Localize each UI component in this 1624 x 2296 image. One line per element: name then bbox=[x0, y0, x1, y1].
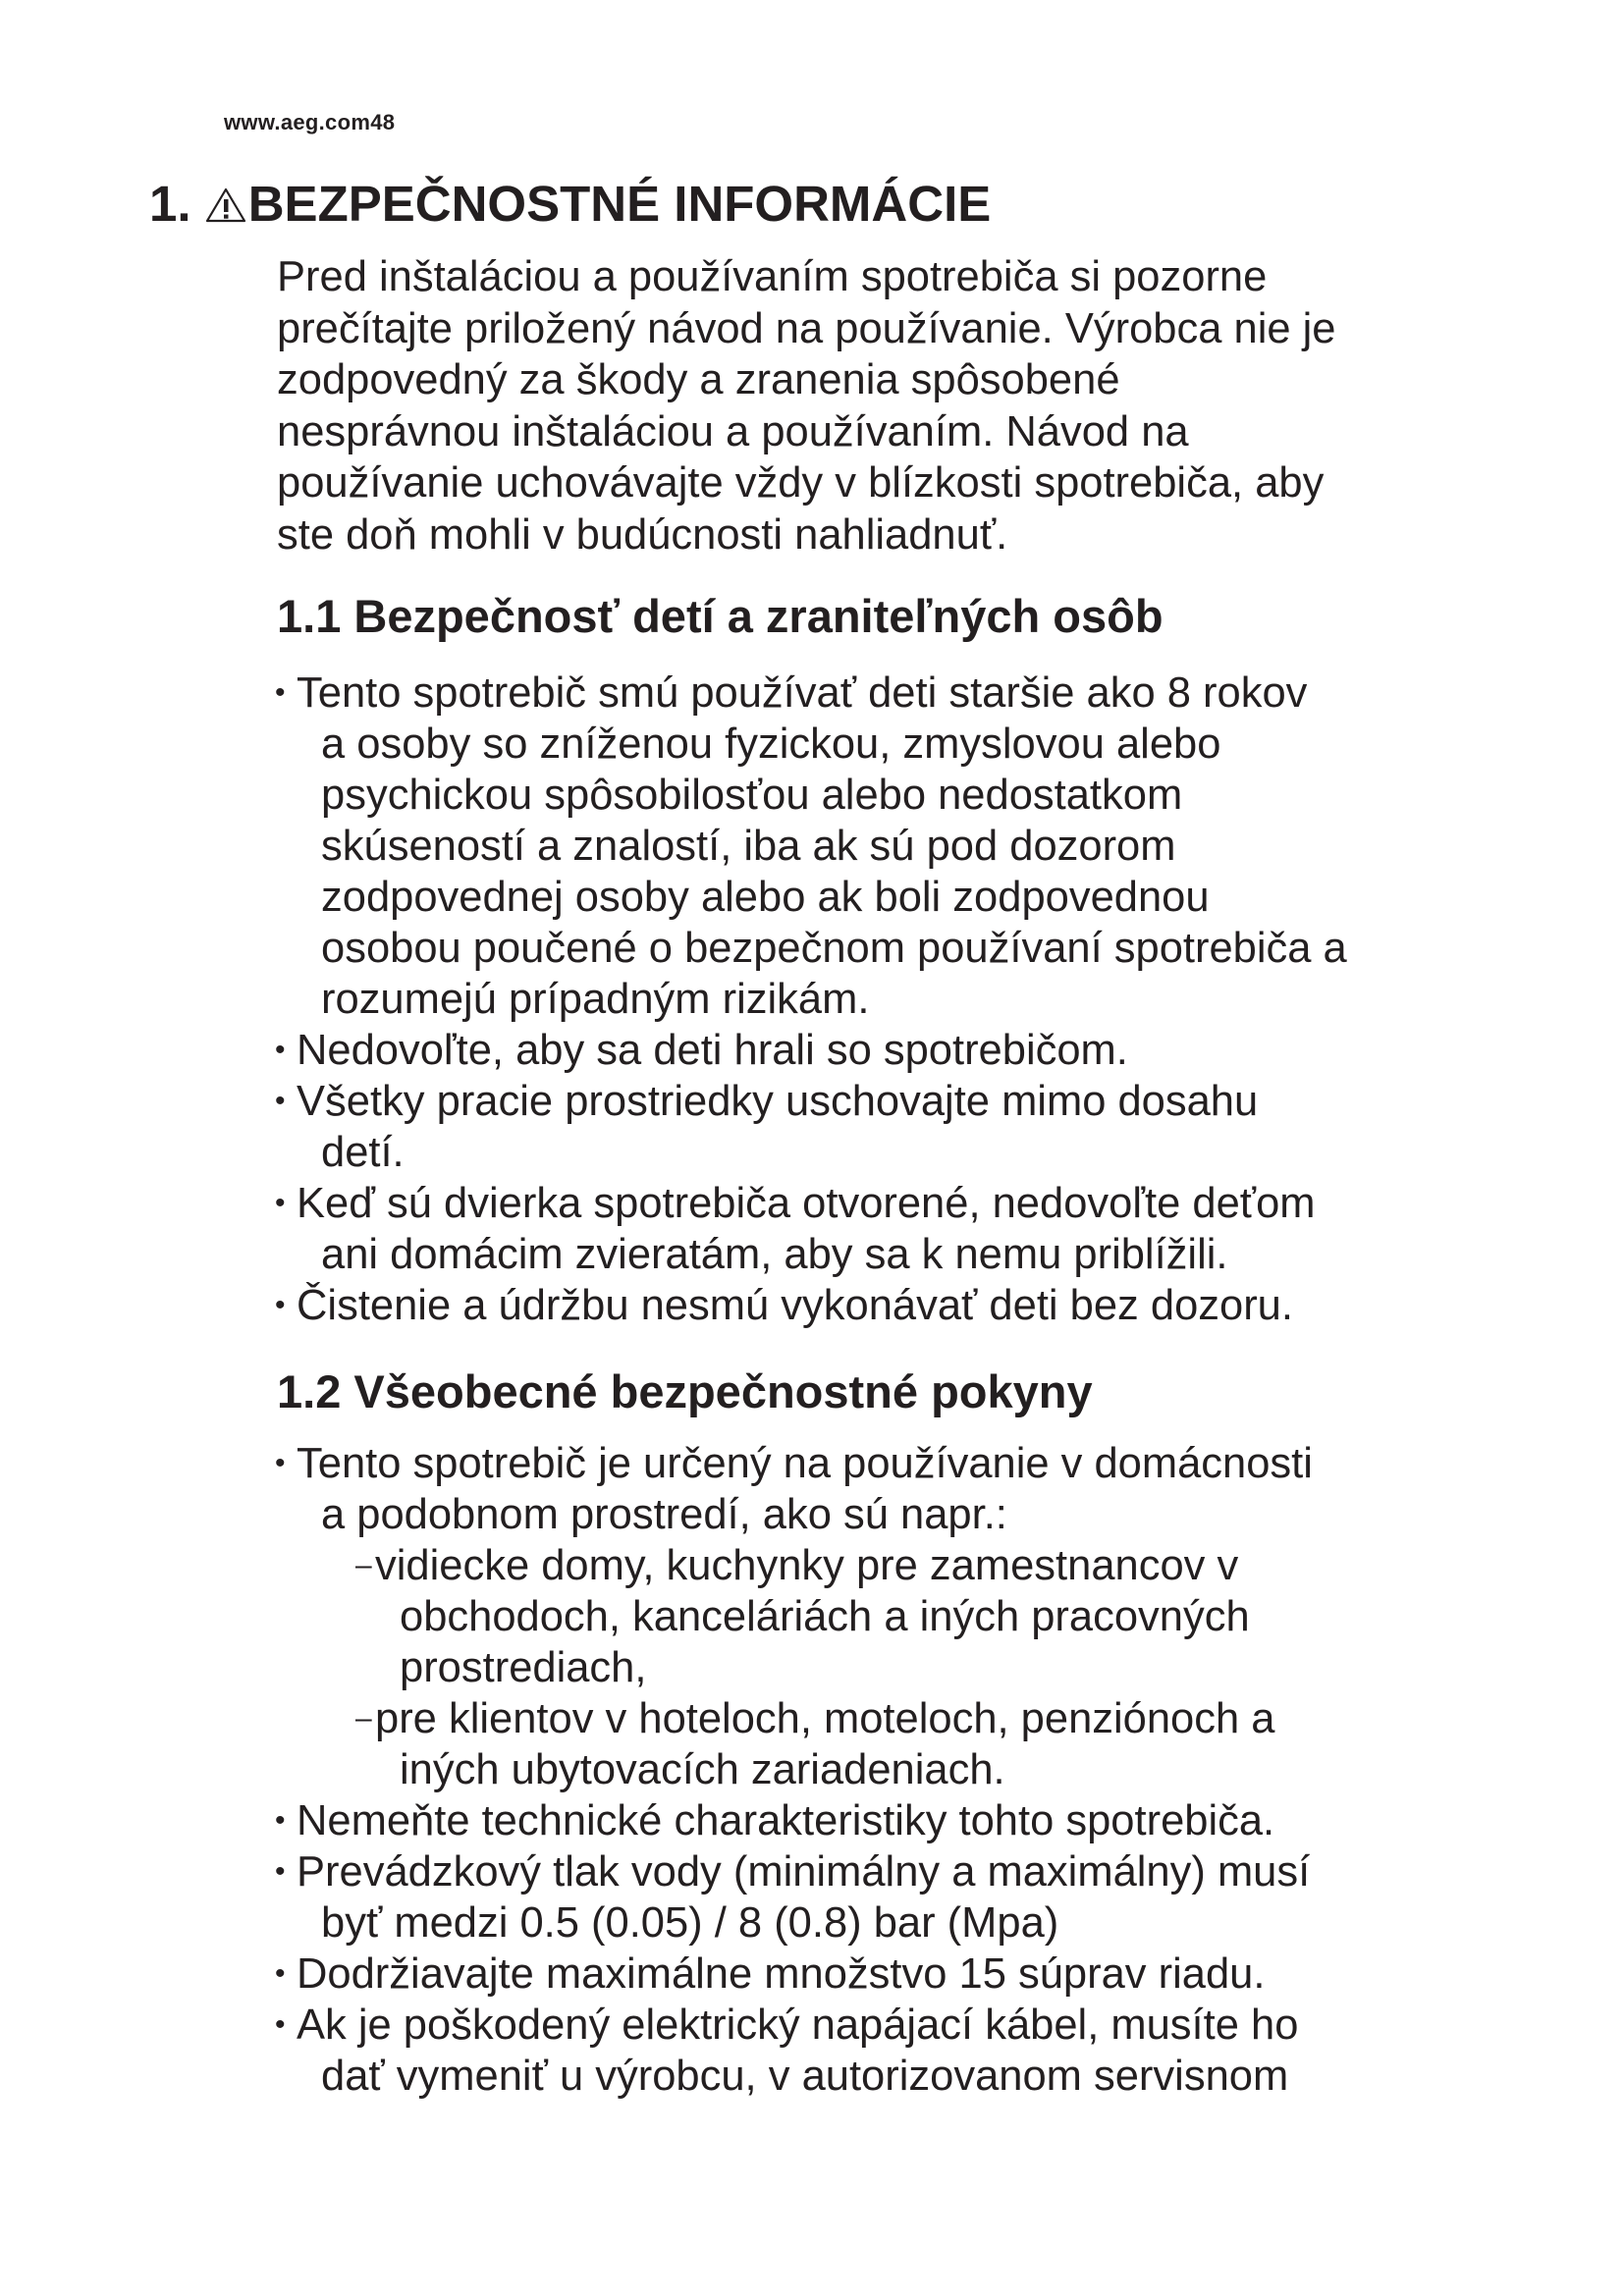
item-line: Keď sú dvierka spotrebiča otvorené, nedovoľte deťom bbox=[297, 1180, 1316, 1227]
child-safety-list bbox=[275, 667, 1571, 1331]
intro-line: Pred inštaláciou a používaním spotrebiča si pozorne bbox=[277, 253, 1268, 300]
item-line: byť medzi 0.5 (0.05) / 8 (0.8) bar (Mpa) bbox=[321, 1899, 1059, 1947]
list-item bbox=[275, 667, 1571, 1025]
sub-item-line: iných ubytovacích zariadeniach. bbox=[400, 1746, 1005, 1793]
item-line: ani domácim zvieratám, aby sa k nemu priblížili. bbox=[321, 1231, 1228, 1278]
bullet: • bbox=[275, 676, 286, 709]
bullet: • bbox=[275, 1447, 286, 1479]
warning-triangle-icon bbox=[205, 187, 246, 223]
bullet: • bbox=[275, 1187, 286, 1219]
intro-line: zodpovedný za škody a zranenia spôsobené bbox=[277, 356, 1120, 403]
sub-item-line: prostrediach, bbox=[400, 1644, 647, 1691]
list-item bbox=[275, 1438, 1571, 1795]
list-item bbox=[275, 1280, 1571, 1331]
sub-list-item bbox=[297, 1693, 1571, 1795]
sub-item-line: vidiecke domy, kuchynky pre zamestnancov v bbox=[375, 1542, 1239, 1589]
list-item bbox=[275, 1949, 1571, 2000]
list-item bbox=[275, 1795, 1571, 1846]
item-line: skúseností a znalostí, iba ak sú pod dozorom bbox=[321, 823, 1176, 870]
bullet: • bbox=[275, 1957, 286, 1990]
intro-paragraph bbox=[277, 251, 1514, 561]
bullet: • bbox=[275, 1289, 286, 1321]
intro-line: používanie uchovávajte vždy v blízkosti spotrebiča, aby bbox=[277, 459, 1325, 507]
dash-bullet: – bbox=[355, 1702, 372, 1735]
subsection-heading-1-1: 1.1 Bezpečnosť detí a zraniteľných osôb bbox=[277, 590, 1164, 642]
list-item bbox=[275, 1025, 1571, 1076]
sub-item-line: pre klientov v hoteloch, moteloch, penziónoch a bbox=[375, 1695, 1275, 1742]
item-line: Tento spotrebič smú používať deti staršie ako 8 rokov bbox=[297, 669, 1308, 717]
bullet: • bbox=[275, 1804, 286, 1837]
item-line: Čistenie a údržbu nesmú vykonávať deti bez dozoru. bbox=[297, 1282, 1293, 1329]
sub-list-item bbox=[297, 1540, 1571, 1693]
item-line: dať vymeniť u výrobcu, v autorizovanom servisnom bbox=[321, 2053, 1289, 2100]
item-line: Nedovoľte, aby sa deti hrali so spotrebičom. bbox=[297, 1027, 1128, 1074]
item-line: osobou poučené o bezpečnom používaní spotrebiča a bbox=[321, 925, 1347, 972]
item-line: Nemeňte technické charakteristiky tohto spotrebiča. bbox=[297, 1797, 1275, 1844]
item-line: rozumejú prípadným rizikám. bbox=[321, 976, 870, 1023]
item-line: a osoby so zníženou fyzickou, zmyslovou alebo bbox=[321, 721, 1221, 768]
item-line: Prevádzkový tlak vody (minimálny a maximálny) musí bbox=[297, 1848, 1311, 1896]
list-item bbox=[275, 1846, 1571, 1949]
section-number: 1. bbox=[149, 176, 191, 232]
list-item bbox=[275, 1076, 1571, 1178]
item-line: a podobnom prostredí, ako sú napr.: bbox=[321, 1491, 1007, 1538]
item-line: detí. bbox=[321, 1129, 405, 1176]
subsection-heading-1-2: 1.2 Všeobecné bezpečnostné pokyny bbox=[277, 1365, 1093, 1417]
sub-item-line: obchodoch, kanceláriách a iných pracovných bbox=[400, 1593, 1250, 1640]
bullet: • bbox=[275, 2008, 286, 2041]
item-line: psychickou spôsobilosťou alebo nedostatkom bbox=[321, 772, 1183, 819]
item-line: Tento spotrebič je určený na používanie v domácnosti bbox=[297, 1440, 1313, 1487]
item-line: Dodržiavajte maximálne množstvo 15 súprav riadu. bbox=[297, 1950, 1266, 1998]
intro-line: ste doň mohli v budúcnosti nahliadnuť. bbox=[277, 510, 1008, 559]
section-title-text: BEZPEČNOSTNÉ INFORMÁCIE bbox=[247, 176, 992, 232]
general-safety-list bbox=[275, 1438, 1571, 2102]
intro-line: prečítajte priložený návod na používanie. Výrobca nie je bbox=[277, 304, 1336, 352]
dash-bullet: – bbox=[355, 1549, 372, 1581]
item-line: Ak je poškodený elektrický napájací kábel, musíte ho bbox=[297, 2002, 1299, 2049]
bullet: • bbox=[275, 1855, 286, 1888]
intro-line: nesprávnou inštaláciou a používaním. Návod na bbox=[277, 407, 1189, 455]
section-title bbox=[149, 175, 991, 234]
list-item bbox=[275, 2000, 1571, 2102]
list-item bbox=[275, 1178, 1571, 1280]
bullet: • bbox=[275, 1085, 286, 1117]
item-line: zodpovednej osoby alebo ak boli zodpovednou bbox=[321, 874, 1210, 921]
item-line: Všetky pracie prostriedky uschovajte mimo dosahu bbox=[297, 1078, 1259, 1125]
bullet: • bbox=[275, 1034, 286, 1066]
header-url: www.aeg.com48 bbox=[224, 110, 396, 134]
